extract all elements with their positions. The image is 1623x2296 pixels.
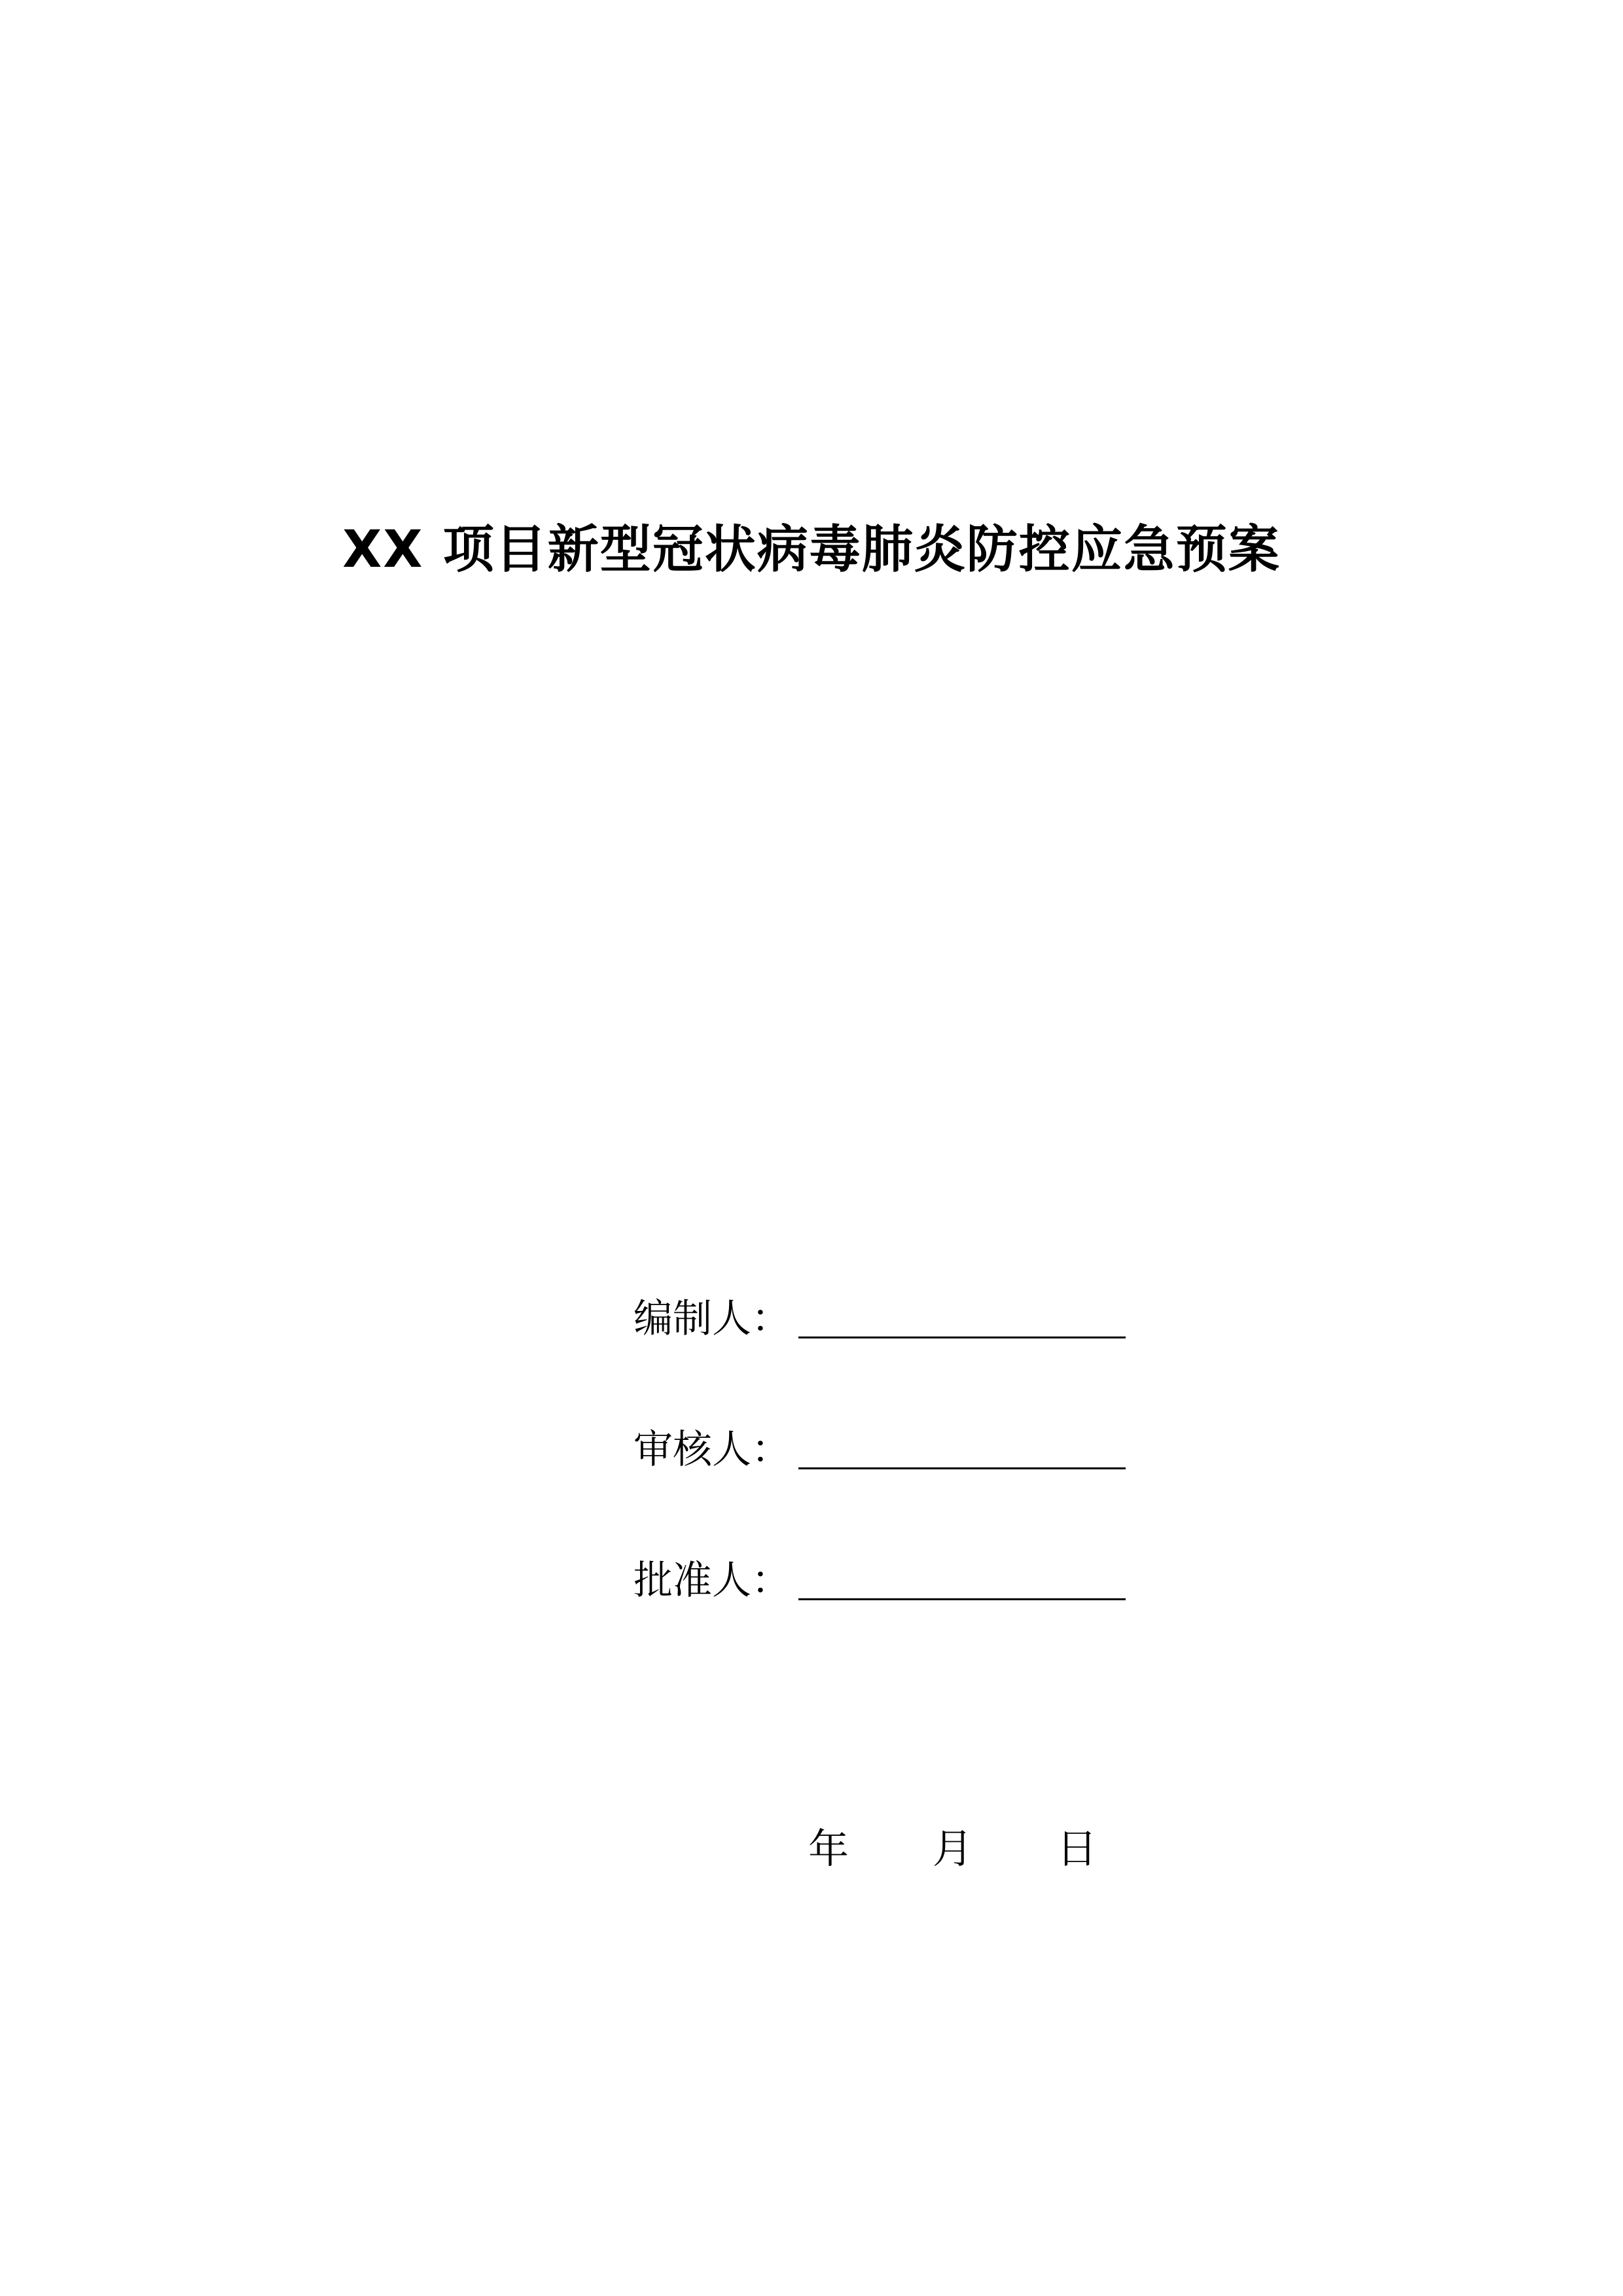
signature-row-reviewer (633, 1417, 1126, 1476)
approver-colon: ： (751, 1558, 791, 1604)
reviewer-label: 审核人 (633, 1427, 751, 1473)
month-label: 月 (932, 1825, 973, 1873)
day-label: 日 (1056, 1825, 1097, 1873)
approver-signature-line (798, 1559, 1126, 1600)
year-label: 年 (808, 1825, 849, 1873)
compiler-signature-line (798, 1297, 1126, 1338)
compiler-colon: ： (751, 1296, 791, 1342)
date-line (808, 1820, 1109, 1878)
compiler-label: 编制人 (633, 1296, 751, 1342)
signature-row-compiler (633, 1286, 1126, 1345)
document-title: XX 项目新型冠状病毒肺炎防控应急预案 (342, 520, 1281, 579)
reviewer-colon: ： (751, 1427, 791, 1473)
reviewer-signature-line (798, 1428, 1126, 1469)
signature-row-approver (633, 1548, 1126, 1607)
approver-label: 批准人 (633, 1558, 751, 1604)
